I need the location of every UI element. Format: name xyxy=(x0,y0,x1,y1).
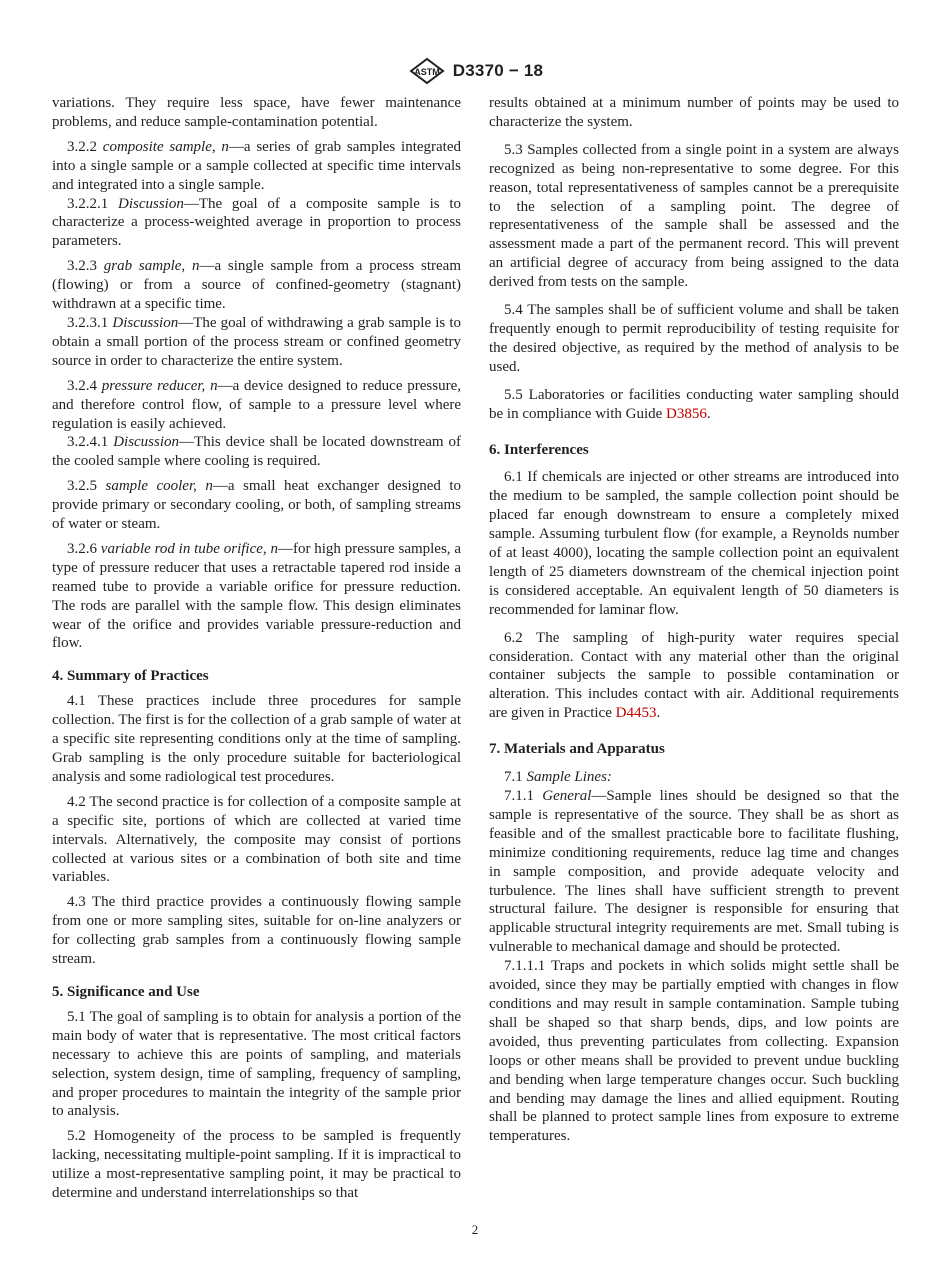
paragraph-5-5: 5.5 Laboratories or facilities conducting water sampling should be in compliance with Guide D3856. xyxy=(489,386,899,422)
reference-link-d3856[interactable]: D3856 xyxy=(666,405,707,422)
paragraph-4-2: 4.2 The second practice is for collection of a composite sample at a specific site, portions of which are collected at varied time intervals. Alternatively, the composite may consist of portions collected at various sites or a combination of both site and time variables. xyxy=(52,793,461,886)
paragraph-7-1-1-1: 7.1.1.1 Traps and pockets in which solids might settle shall be avoided, since they may be partially emptied with changes in flow conditions and may result in sample contamination. Sample tubing shall be shaped so that sharp bends, dips, and low points are avoided, thus preventing particulates from collecting. Expansion loops or other means shall be provided to prevent undue buckling and bending when large temperature changes occur. Such buckling and bending may damage the lines and allied equipment. Routing shall be planned to protect sample lines from exposure to extreme temperatures. xyxy=(489,958,899,1145)
definition-3-2-2: 3.2.2 composite sample, n—a series of grab samples integrated into a single sample or a sample collected at specific time intervals and integrated into a single sample. xyxy=(52,138,461,193)
discussion-3-2-2-1: 3.2.2.1 Discussion—The goal of a composite sample is to characterize a process-weighted average in proportion to process parameters. xyxy=(52,195,462,250)
subsection-7-1: 7.1 Sample Lines: xyxy=(504,769,612,786)
standard-designation: D3370 − 18 xyxy=(452,61,544,80)
paragraph-5-2-continued: results obtained at a minimum number of points may be used to characterize the system. xyxy=(489,95,899,130)
paragraph-7-1-1: 7.1.1 General—Sample lines should be designed so that the sample is representative of the source. They shall be as short as feasible and of the smallest practicable bore to facilitate flushing, minimize conditioning requirements, reduce lag time and changes in sample composition, and provide adequate velocity and turbulence. The lines shall have sufficient strength to prevent structural failure. The designer is responsible for ensuring that applicable structural integrity requirements are met. Small tubing is vulnerable to mechanical damage and should be protected. xyxy=(489,788,899,956)
left-column xyxy=(52,94,461,1203)
page-header xyxy=(0,56,950,86)
paragraph-4-1: 4.1 These practices include three procedures for sample collection. The first is for the collection of a grab sample of water at a specific site representing conditions only at the time of sampling. Grab sampling is the only procedure suitable for bacteriological analysis and some radiological test procedures. xyxy=(52,693,461,785)
page-number: 2 xyxy=(471,1222,479,1237)
paragraph-continued: variations. They require less space, have fewer maintenance problems, and reduce sample-contamination potential. xyxy=(52,95,461,130)
paragraph-5-1: 5.1 The goal of sampling is to obtain for analysis a portion of the main body of water that is representative. The most critical factors necessary to achieve this are points of sampling, and materials selection, system design, time of sampling, frequency of sampling, and proper procedures to maintain the integrity of the sample prior to analysis. xyxy=(52,1008,461,1120)
definition-3-2-6: 3.2.6 variable rod in tube orifice, n—for high pressure samples, a type of pressure reducer that uses a retractable tapered rod inside a reamed tube to provide a variable orifice for pressure reduction. The rods are parallel with the sample flow. This design eliminates wear of the orifice and provides variable pressure-reduction and flow. xyxy=(52,540,462,652)
paragraph-5-3: 5.3 Samples collected from a single point in a system are always recognized as being non-representative to some degree. For this reason, total representativeness of samples cannot be a prerequisite to the selection of a sampling point. The degree of representativeness of the sample shall be assessed and the assessment made a part of the permanent record. This will prevent an artificial degree of accuracy from being assigned to the data derived from tests on the sample. xyxy=(489,141,899,291)
section-heading-5: 5. Significance and Use xyxy=(52,983,200,1000)
definition-3-2-3: 3.2.3 grab sample, n—a single sample from a process stream (flowing) or from a source of confined-geometry (stagnant) withdrawn at a specific time. xyxy=(52,258,461,313)
discussion-3-2-4-1: 3.2.4.1 Discussion—This device shall be located downstream of the cooled sample where cooling is required. xyxy=(52,434,462,470)
astm-logo-icon xyxy=(407,57,447,85)
right-column xyxy=(489,94,899,1146)
paragraph-6-1: 6.1 If chemicals are injected or other streams are introduced into the medium to be sampled, the sample collection point should be placed far enough downstream to ensure a completely mixed sample. Assuming turbulent flow (for example, a Reynolds number of at least 4000), locating the sample collection point an equivalent length of 25 diameters downstream of the chemical injection point is considered acceptable. An equivalent length of 50 diameters is recommended for laminar flow. xyxy=(489,469,899,618)
section-heading-6: 6. Interferences xyxy=(489,441,589,458)
paragraph-4-3: 4.3 The third practice provides a continuously flowing sample from one or more sampling sites, suitable for on-line analyzers or for collecting grab samples from a continuously flowing sample stream. xyxy=(52,894,461,968)
definition-3-2-5: 3.2.5 sample cooler, n—a small heat exchanger designed to provide primary or secondary cooling, or both, of sampling streams of water or steam. xyxy=(52,478,462,533)
paragraph-5-4: 5.4 The samples shall be of sufficient volume and shall be taken frequently enough to permit reproducibility of testing requisite for the desired objective, as required by the method of analysis to be used. xyxy=(489,302,899,375)
section-heading-4: 4. Summary of Practices xyxy=(52,668,209,685)
paragraph-6-2: 6.2 The sampling of high-purity water requires special consideration. Contact with any material other than the original container subjects the sample to possible contamination or alteration. This includes contact with air. Additional requirements are given in Practice D4453. xyxy=(489,629,899,722)
svg-text:ASTM: ASTM xyxy=(414,67,440,77)
section-heading-7: 7. Materials and Apparatus xyxy=(489,741,665,758)
discussion-3-2-3-1: 3.2.3.1 Discussion—The goal of withdrawing a grab sample is to obtain a small portion of the process stream or confined geometry source in order to characterize the entire system. xyxy=(52,314,461,369)
paragraph-5-2: 5.2 Homogeneity of the process to be sampled is frequently lacking, necessitating multiple-point sampling. If it is impractical to utilize a most-representative sampling point, it may be practical to determine and understand interrelationships so that xyxy=(52,1128,461,1202)
reference-link-d4453[interactable]: D4453 xyxy=(615,705,657,722)
definition-3-2-4: 3.2.4 pressure reducer, n—a device designed to reduce pressure, and therefore control flow, of sample to a pressure level where regulation is easily achieved. xyxy=(52,377,461,432)
